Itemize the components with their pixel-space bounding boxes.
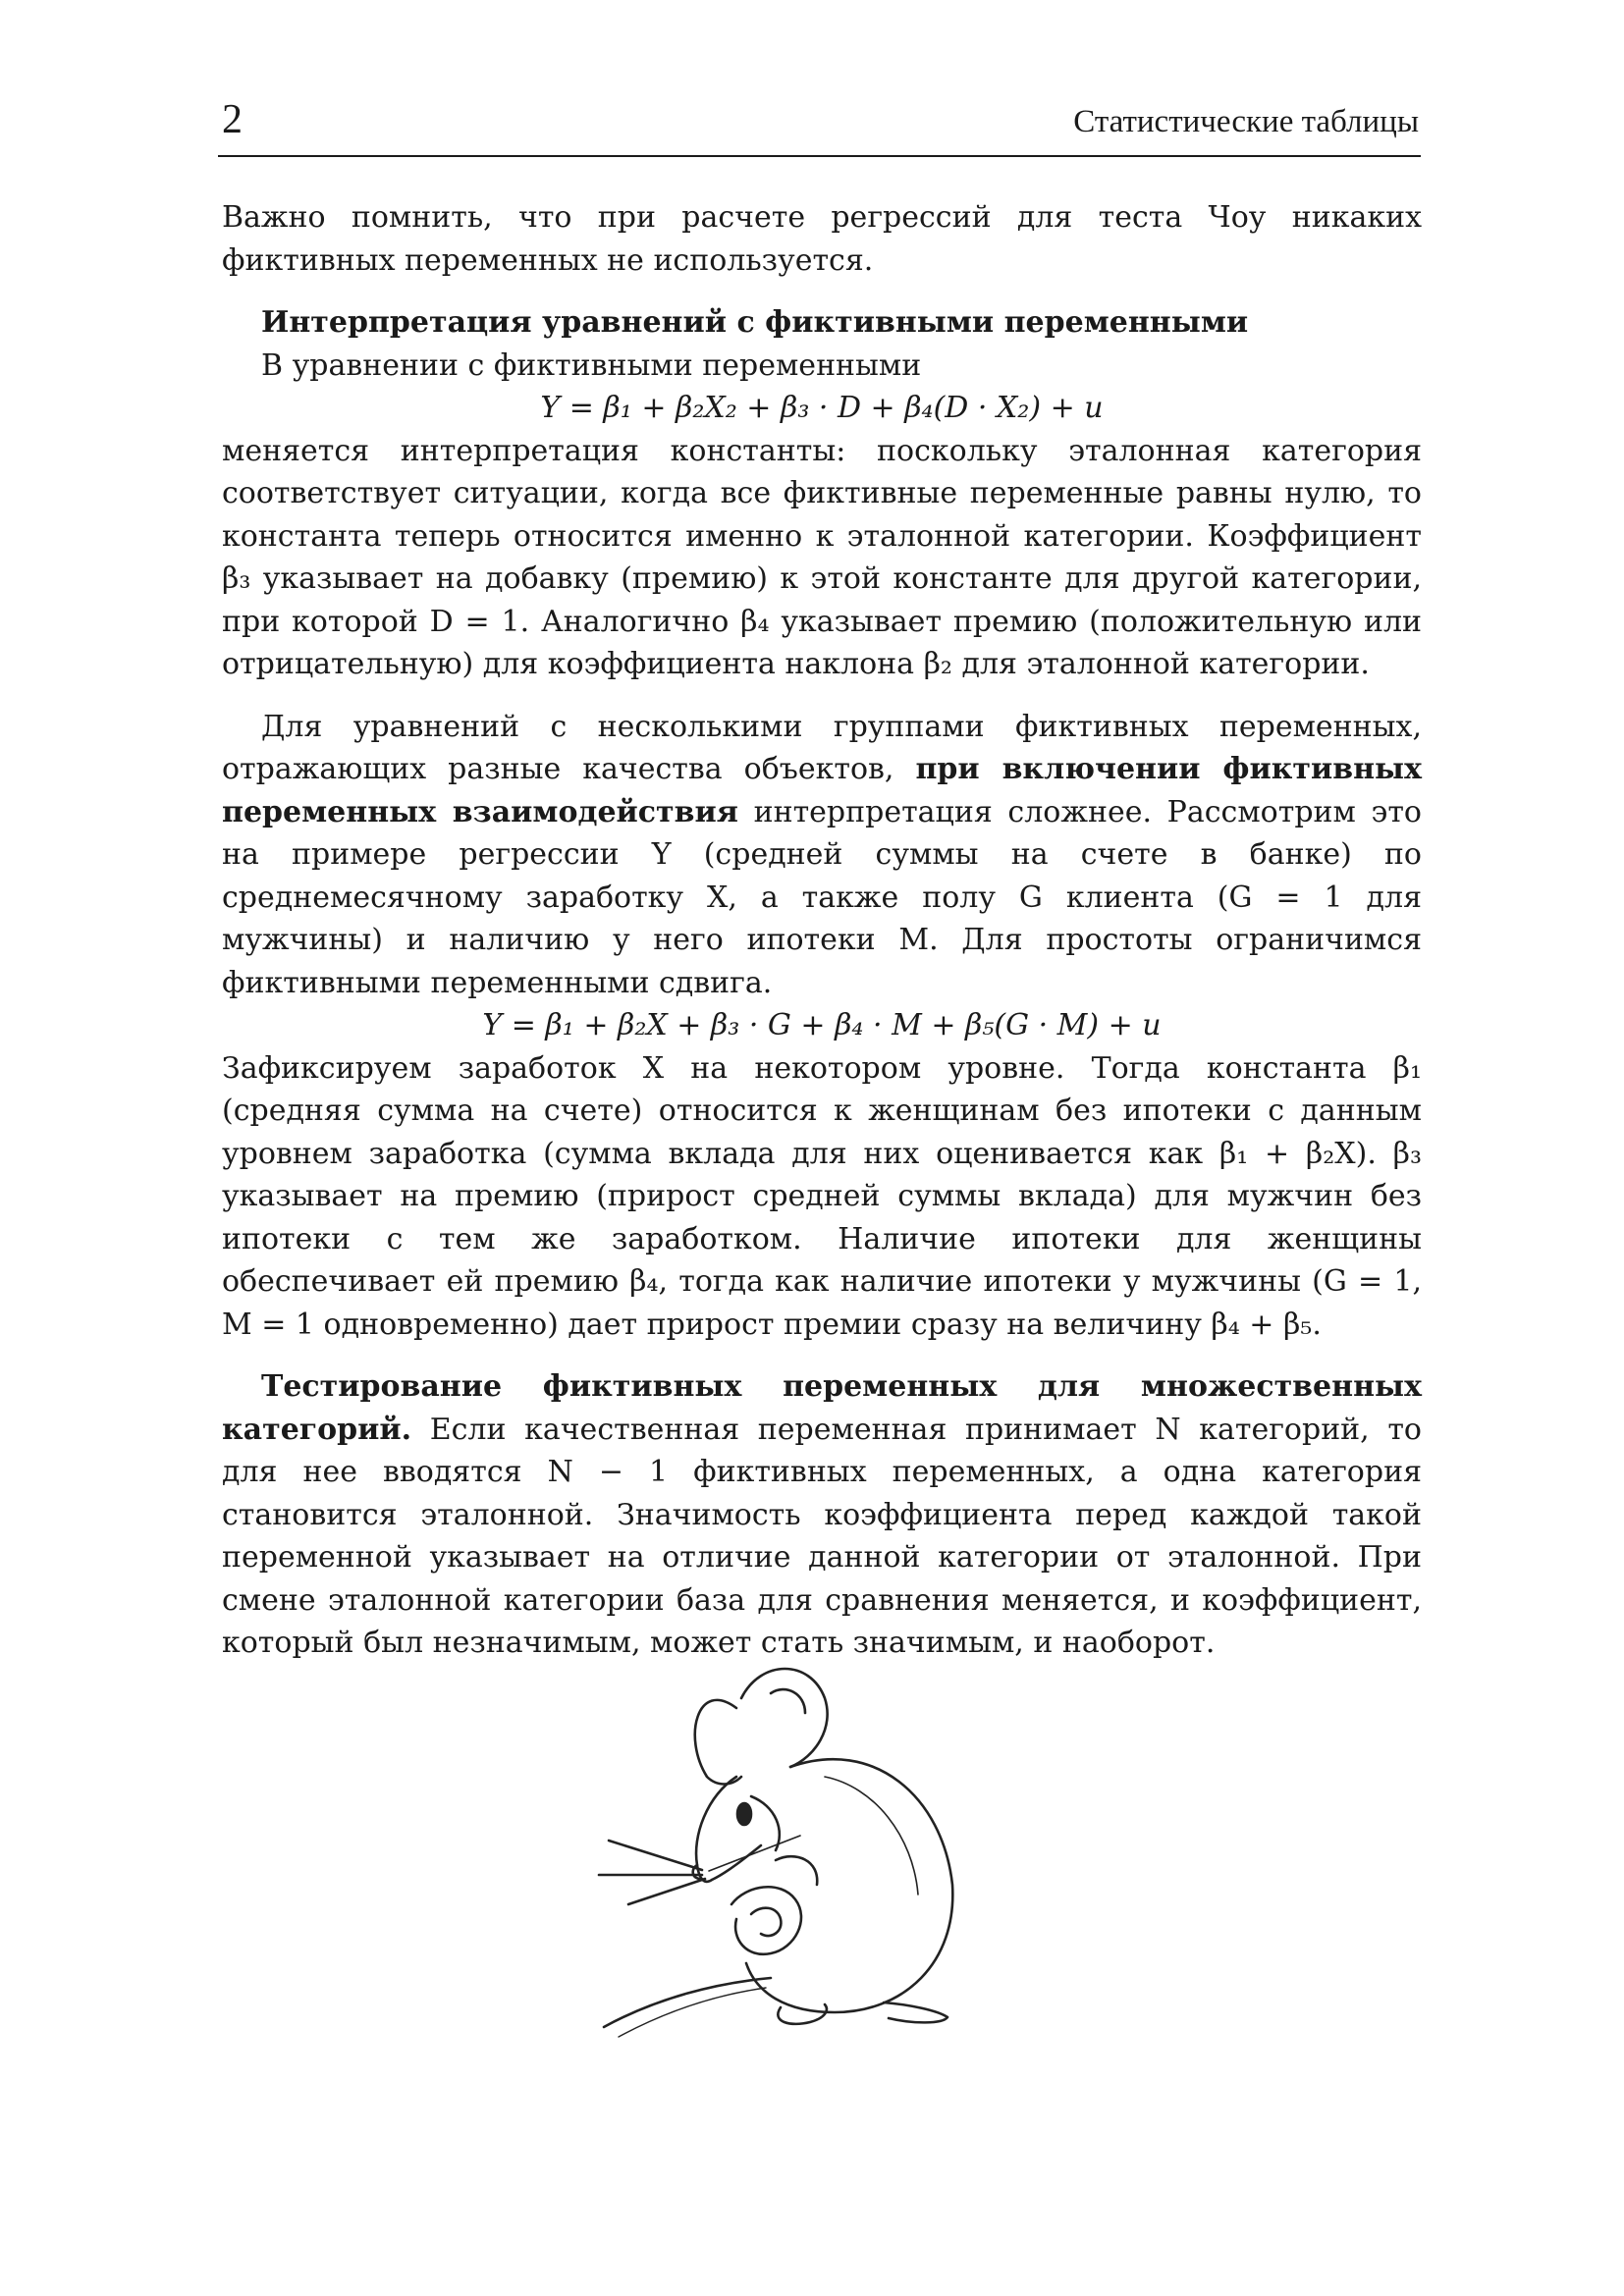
paragraph-interaction-bold: при включении фиктивных переменных взаимодействия xyxy=(222,752,1422,829)
page-number: 2 xyxy=(222,97,243,142)
paragraph-multiple-categories-text: Если качественная переменная принимает N категорий, то для нее вводятся N − 1 фиктивных переменных, а одна категория становится эталонной. Значимость коэффициента перед каждой такой переменной указывает на отличие данной категории от эталонной. При смене эталонной категории база для сравнения меняется, и коэффициент, который был незначимым, может стать значимым, и наоборот. xyxy=(222,1412,1422,1660)
paragraph-constant-interpretation: меняется интерпретация константы: поскольку эталонная категория соответствует ситуации, когда все фиктивные переменные равны нулю, то константа теперь относится именно к эталонной категории. Коэффициент β₃ указывает на добавку (премию) к этой константе для другой категории, при которой D = 1. Аналогично β₄ указывает премию (положительную или отрицательную) для коэффициента наклона β₂ для эталонной категории. xyxy=(222,433,1422,681)
section-heading-interpretation: Интерпретация уравнений с фиктивными переменными xyxy=(261,305,1249,340)
running-title: Статистические таблицы xyxy=(1073,104,1419,139)
paragraph-interaction-text-2: интерпретация сложнее. Рассмотрим это на примере регрессии Y (средней суммы на счете в банке) по среднемесячному заработку X, а также полу G клиента (G = 1 для мужчины) и наличию у него ипотеки M. Для простоты ограничимся фиктивными переменными сдвига. xyxy=(222,794,1422,1000)
page-body xyxy=(222,196,1422,1665)
formula-dummy-equation: Y = β₁ + β₂X₂ + β₃ · D + β₄(D · X₂) + u xyxy=(540,391,1104,425)
paragraph-multiple-categories xyxy=(222,1365,1422,1665)
paragraph-multiple-categories-heading: Тестирование фиктивных переменных для множественных категорий. xyxy=(222,1369,1422,1447)
page-header xyxy=(218,94,1421,157)
formula-gender-mortgage: Y = β₁ + β₂X + β₃ · G + β₄ · M + β₅(G · M) + u xyxy=(482,1008,1162,1042)
paragraph-chow-note: Важно помнить, что при расчете регрессий для теста Чоу никаких фиктивных переменных не используется. xyxy=(222,200,1422,278)
paragraph-intro: В уравнении с фиктивными переменными xyxy=(261,347,922,383)
mouse-drawing-icon xyxy=(589,1639,1060,2052)
paragraph-fixed-earnings: Зафиксируем заработок X на некотором уровне. Тогда константа β₁ (средняя сумма на счете) относится к женщинам без ипотеки с данным уровнем заработка (сумма вклада для них оценивается как β₁ + β₂X). β₃ указывает на премию (прирост средней суммы вклада) для мужчин без ипотеки с тем же заработком. Наличие ипотеки для женщины обеспечивает ей премию β₄, тогда как наличие ипотеки у мужчины (G = 1, M = 1 одновременно) дает прирост премии сразу на величину β₄ + β₅. xyxy=(222,1050,1422,1342)
paragraph-interaction-text-1: Для уравнений с несколькими группами фиктивных переменных, отражающих разные качества объектов, xyxy=(222,709,1422,786)
paragraph-interaction xyxy=(222,706,1422,1005)
